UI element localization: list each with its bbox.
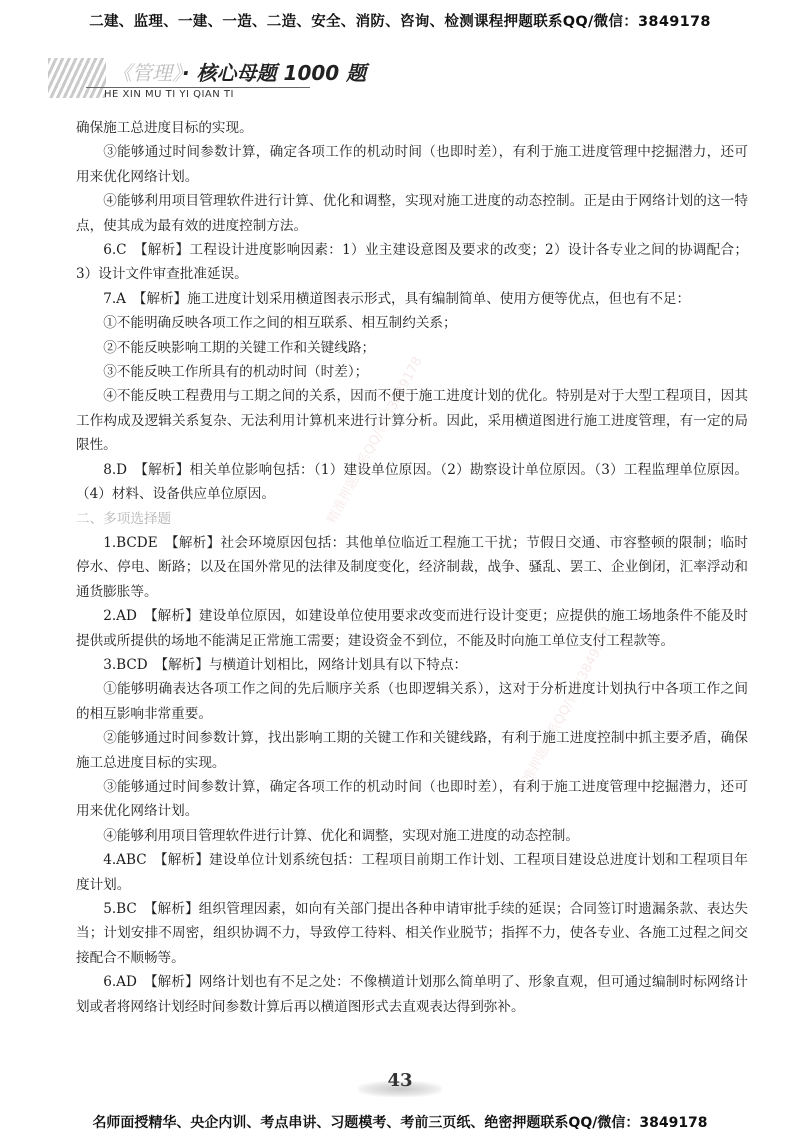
answer-6: 6.C 【解析】工程设计进度影响因素：1）业主建设意图及要求的改变；2）设计各专业之间的协调配合；3）设计文件审查批准延误。 [76,242,748,283]
header-pinyin: HE XIN MU TI YI QIAN TI [104,89,234,100]
paragraph: ④不能反映工程费用与工期之间的关系，因而不便于施工进度计划的优化。特别是对于大型工程项目，因其工作构成及逻辑关系复杂、无法利用计算机来进行计算分析。因此，采用横道图进行施工进度管理，有一定的局限性。 [76,388,748,454]
multi-answer-2: 2.AD 【解析】建设单位原因，如建设单位使用要求改变而进行设计变更；应提供的施工场地条件不能及时提供或所提供的场地不能满足正常施工需要；建设资金不到位，不能及时向施工单位支付工程款等。 [76,608,748,649]
header-rule [86,87,310,88]
paragraph: ③能够通过时间参数计算，确定各项工作的机动时间（也即时差），有利于施工进度管理中挖掘潜力，还可用来优化网络计划。 [76,144,748,185]
paragraph: ④能够利用项目管理软件进行计算、优化和调整，实现对施工进度的动态控制。正是由于网络计划的这一特点，使其成为最有效的进度控制方法。 [76,193,748,234]
answer-7: 7.A 【解析】施工进度计划采用横道图表示形式，具有编制简单、使用方便等优点，但也有不足： [103,290,691,307]
multi-answer-3: 3.BCD 【解析】与横道计划相比，网络计划具有以下特点： [103,656,468,673]
answer-8: 8.D 【解析】相关单位影响包括：（1）建设单位原因。（2）勘察设计单位原因。（3）工程监理单位原因。（4）材料、设备供应单位原因。 [76,461,748,503]
page-number: 43 [387,1070,413,1091]
page-footer [0,1070,800,1097]
paragraph: ①不能明确反映各项工作之间的相互联系、相互制约关系； [103,315,457,332]
multi-answer-5: 5.BC 【解析】组织管理因素，如向有关部门提出各种申请审批手续的延误；合同签订时遗漏条款、表达失当；计划安排不周密，组织协调不力，导致停工待料、相关作业脱节；指挥不力，使各专业、各施工过程之间交接配合不顺畅等。 [76,901,748,966]
book-title-main: · 核心母题 1000 题 [182,61,367,85]
paragraph: ③不能反映工作所具有的机动时间（时差）； [103,364,369,381]
paragraph: ①能够明确表达各项工作之间的先后顺序关系（也即逻辑关系），这对于分析进度计划执行中各项工作之间的相互影响非常重要。 [76,681,748,722]
watermark: 精准押题联系QQ/微信3849178 [514,624,616,797]
multi-answer-1: 1.BCDE 【解析】社会环境原因包括：其他单位临近工程施工干扰；节假日交通、市容整顿的限制；临时停水、停电、断路；以及在国外常见的法律及制度变化，经济制裁，战争、骚乱、罢工、企业倒闭，汇率浮动和通货膨胀等。 [76,534,748,600]
paragraph: ④能够利用项目管理软件进行计算、优化和调整，实现对施工进度的动态控制。 [103,827,579,844]
running-header [48,52,748,102]
book-title-prefix: 《管理》 [112,61,182,85]
header-stripe-decoration [48,58,106,98]
paragraph: ②不能反映影响工期的关键工作和关键线路； [103,339,376,356]
bottom-banner: 名师面授精华、央企内训、考点串讲、习题模考、考前三页纸、绝密押题联系QQ/微信：3849178 [92,1115,708,1131]
watermark: 精准押题联系QQ/微信3849178 [324,354,426,527]
paragraph: 确保施工总进度目标的实现。 [76,120,253,136]
paragraph: ③能够通过时间参数计算，确定各项工作的机动时间（也即时差），有利于施工进度管理中挖掘潜力，还可用来优化网络计划。 [76,778,748,820]
section-title: 二、多项选择题 [76,510,172,527]
answer-text-body [76,116,748,1019]
top-banner: 二建、监理、一建、一造、二造、安全、消防、咨询、检测课程押题联系QQ/微信：3849178 [89,14,711,30]
multi-answer-4: 4.ABC 【解析】建设单位计划系统包括：工程项目前期工作计划、工程项目建设总进度计划和工程项目年度计划。 [76,852,748,893]
paragraph: ②能够通过时间参数计算，找出影响工期的关键工作和关键线路，有利于施工进度控制中抓主要矛盾，确保施工总进度目标的实现。 [76,730,748,771]
multi-answer-6: 6.AD 【解析】网络计划也有不足之处：不像横道计划那么简单明了、形象直观，但可通过编制时标网络计划或者将网络计划经时间参数计算后再以横道图形式去直观表达得到弥补。 [76,974,748,1015]
book-title [112,57,366,86]
